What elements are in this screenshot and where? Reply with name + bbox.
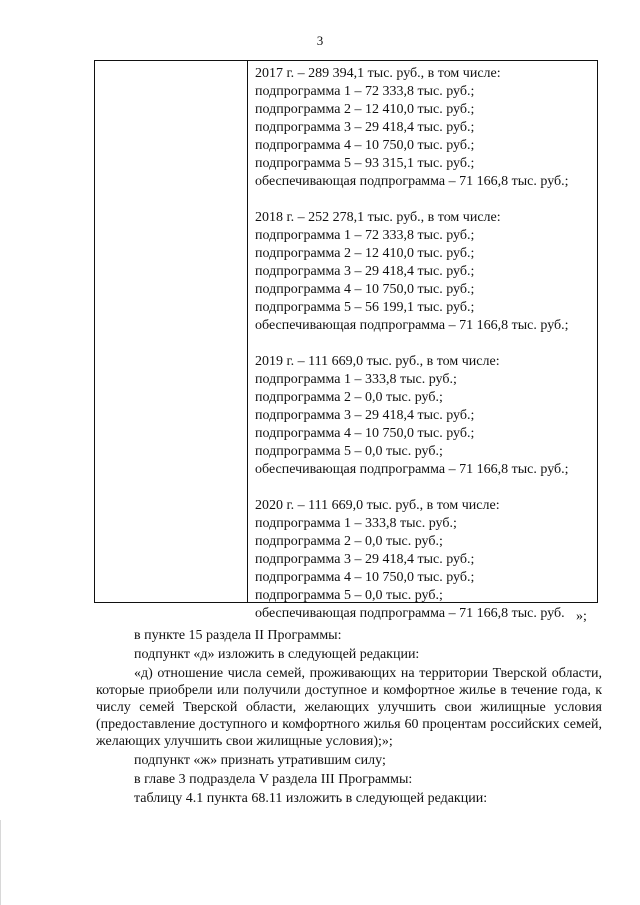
closing-quote: »; (576, 609, 587, 624)
paragraph: таблицу 4.1 пункта 68.11 изложить в следующей редакции: (134, 791, 488, 806)
year-total-line: 2019 г. – 111 669,0 тыс. руб., в том числе: (255, 354, 500, 369)
support-subprogram-line: обеспечивающая подпрограмма – 71 166,8 тыс. руб.; (255, 174, 569, 189)
subprogram-line: подпрограмма 3 – 29 418,4 тыс. руб.; (255, 120, 475, 135)
subprogram-line: подпрограмма 4 – 10 750,0 тыс. руб.; (255, 138, 475, 153)
paragraph: в главе 3 подраздела V раздела III Программы: (134, 772, 413, 787)
year-block-2020 (255, 497, 595, 623)
paragraph: в пункте 15 раздела II Программы: (134, 628, 342, 643)
scan-edge (0, 820, 1, 905)
subprogram-line: подпрограмма 5 – 0,0 тыс. руб.; (255, 588, 443, 603)
funding-cell (255, 65, 595, 623)
subprogram-line: подпрограмма 5 – 0,0 тыс. руб.; (255, 444, 443, 459)
subprogram-line: подпрограмма 3 – 29 418,4 тыс. руб.; (255, 552, 475, 567)
subprogram-line: подпрограмма 3 – 29 418,4 тыс. руб.; (255, 264, 475, 279)
subprogram-line: подпрограмма 2 – 0,0 тыс. руб.; (255, 534, 443, 549)
page-number: 3 (316, 33, 324, 48)
year-block-2018 (255, 209, 595, 335)
column-divider (247, 61, 248, 602)
budget-table (94, 60, 598, 621)
subprogram-line: подпрограмма 1 – 72 333,8 тыс. руб.; (255, 84, 475, 99)
year-total-line: 2020 г. – 111 669,0 тыс. руб., в том числе: (255, 498, 500, 513)
subprogram-line: подпрограмма 2 – 12 410,0 тыс. руб.; (255, 102, 475, 117)
year-block-2019 (255, 353, 595, 479)
subprogram-line: подпрограмма 1 – 72 333,8 тыс. руб.; (255, 228, 475, 243)
subprogram-line: подпрограмма 5 – 56 199,1 тыс. руб.; (255, 300, 475, 315)
paragraph: подпункт «д» изложить в следующей редакции: (134, 647, 420, 662)
paragraph: подпункт «ж» признать утратившим силу; (134, 753, 386, 768)
amendment-text (96, 627, 602, 809)
year-block-2017 (255, 65, 595, 191)
subprogram-line: подпрограмма 1 – 333,8 тыс. руб.; (255, 516, 457, 531)
subprogram-line: подпрограмма 4 – 10 750,0 тыс. руб.; (255, 570, 475, 585)
subprogram-line: подпрограмма 4 – 10 750,0 тыс. руб.; (255, 282, 475, 297)
subprogram-line: подпрограмма 3 – 29 418,4 тыс. руб.; (255, 408, 475, 423)
subprogram-line: подпрограмма 4 – 10 750,0 тыс. руб.; (255, 426, 475, 441)
year-total-line: 2017 г. – 289 394,1 тыс. руб., в том числе: (255, 66, 501, 81)
subprogram-line: подпрограмма 5 – 93 315,1 тыс. руб.; (255, 156, 475, 171)
support-subprogram-line: обеспечивающая подпрограмма – 71 166,8 тыс. руб.; (255, 318, 569, 333)
subprogram-line: подпрограмма 2 – 12 410,0 тыс. руб.; (255, 246, 475, 261)
subprogram-line: подпрограмма 2 – 0,0 тыс. руб.; (255, 390, 443, 405)
year-total-line: 2018 г. – 252 278,1 тыс. руб., в том числе: (255, 210, 501, 225)
support-subprogram-line: обеспечивающая подпрограмма – 71 166,8 тыс. руб. (255, 606, 565, 621)
support-subprogram-line: обеспечивающая подпрограмма – 71 166,8 тыс. руб.; (255, 462, 569, 477)
subprogram-line: подпрограмма 1 – 333,8 тыс. руб.; (255, 372, 457, 387)
paragraph: «д) отношение числа семей, проживающих на территории Тверской области, которые приобрели или получили доступное и комфортное жилье в течение года, к числу семей Тверской области, желающих улучшить свои жилищные условия (предоставление доступного и комфортного жилья 60 процентам российских семей, желающих улучшить свои жилищные условия);»; (96, 666, 602, 749)
